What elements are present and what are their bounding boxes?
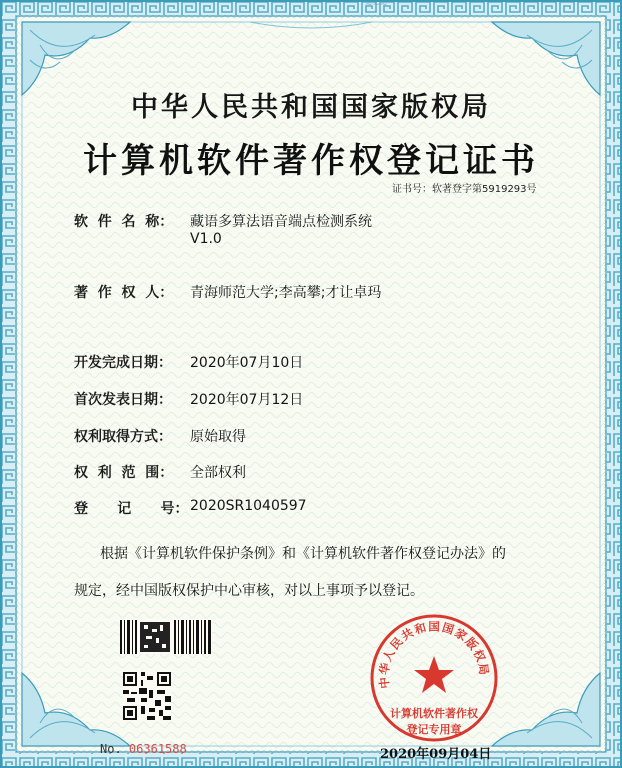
field-label-registration-number: 登 记 号： — [74, 501, 189, 517]
field-label-acquisition: 权利取得方式： — [74, 429, 172, 445]
issuer-title: 中华人民共和国国家版权局 — [131, 92, 491, 123]
serial-value: 06361588 — [128, 742, 187, 756]
field-value-software-version: V1.0 — [190, 231, 222, 247]
svg-text:中华人民共和国国家版权局: 中华人民共和国国家版权局 — [376, 619, 492, 690]
serial-number — [100, 742, 187, 756]
issue-date: 2020年09月04日 — [380, 747, 492, 762]
field-label-rights-scope: 权 利 范 围： — [74, 465, 174, 481]
certificate-number-value: 软著登字第5919293号 — [432, 184, 537, 195]
certificate-title: 计算机软件著作权登记证书 — [83, 141, 539, 181]
field-label-completion-date: 开发完成日期： — [74, 355, 172, 371]
barcode-image — [120, 620, 212, 654]
field-value-rights-scope: 全部权利 — [190, 465, 246, 481]
field-label-software-name: 软 件 名 称： — [74, 214, 174, 230]
statement-line-1: 根据《计算机软件保护条例》和《计算机软件著作权登记办法》的 — [100, 546, 506, 562]
field-value-completion-date: 2020年07月10日 — [190, 355, 304, 371]
certificate-number-label: 证书号： — [392, 184, 432, 195]
field-value-registration-number: 2020SR1040597 — [190, 498, 307, 514]
statement-line-2: 规定，经中国版权保护中心审核，对以上事项予以登记。 — [74, 583, 424, 599]
qr-code-image — [123, 672, 171, 720]
certificate-number — [392, 180, 537, 195]
serial-prefix: No. — [100, 742, 122, 756]
field-value-software-name: 藏语多算法语音端点检测系统 — [190, 214, 372, 230]
field-value-acquisition: 原始取得 — [190, 429, 246, 445]
seal-line-1: 计算机软件著作权 — [390, 707, 478, 720]
field-label-copyright-owner: 著 作 权 人： — [74, 285, 174, 301]
field-value-publish-date: 2020年07月12日 — [190, 392, 304, 408]
field-label-publish-date: 首次发表日期： — [74, 392, 172, 408]
corner-handwriting: ~~~ — [365, 0, 388, 10]
field-value-copyright-owner: 青海师范大学;李高攀;才让卓玛 — [190, 285, 382, 301]
seal-line-2: 登记专用章 — [406, 723, 462, 736]
